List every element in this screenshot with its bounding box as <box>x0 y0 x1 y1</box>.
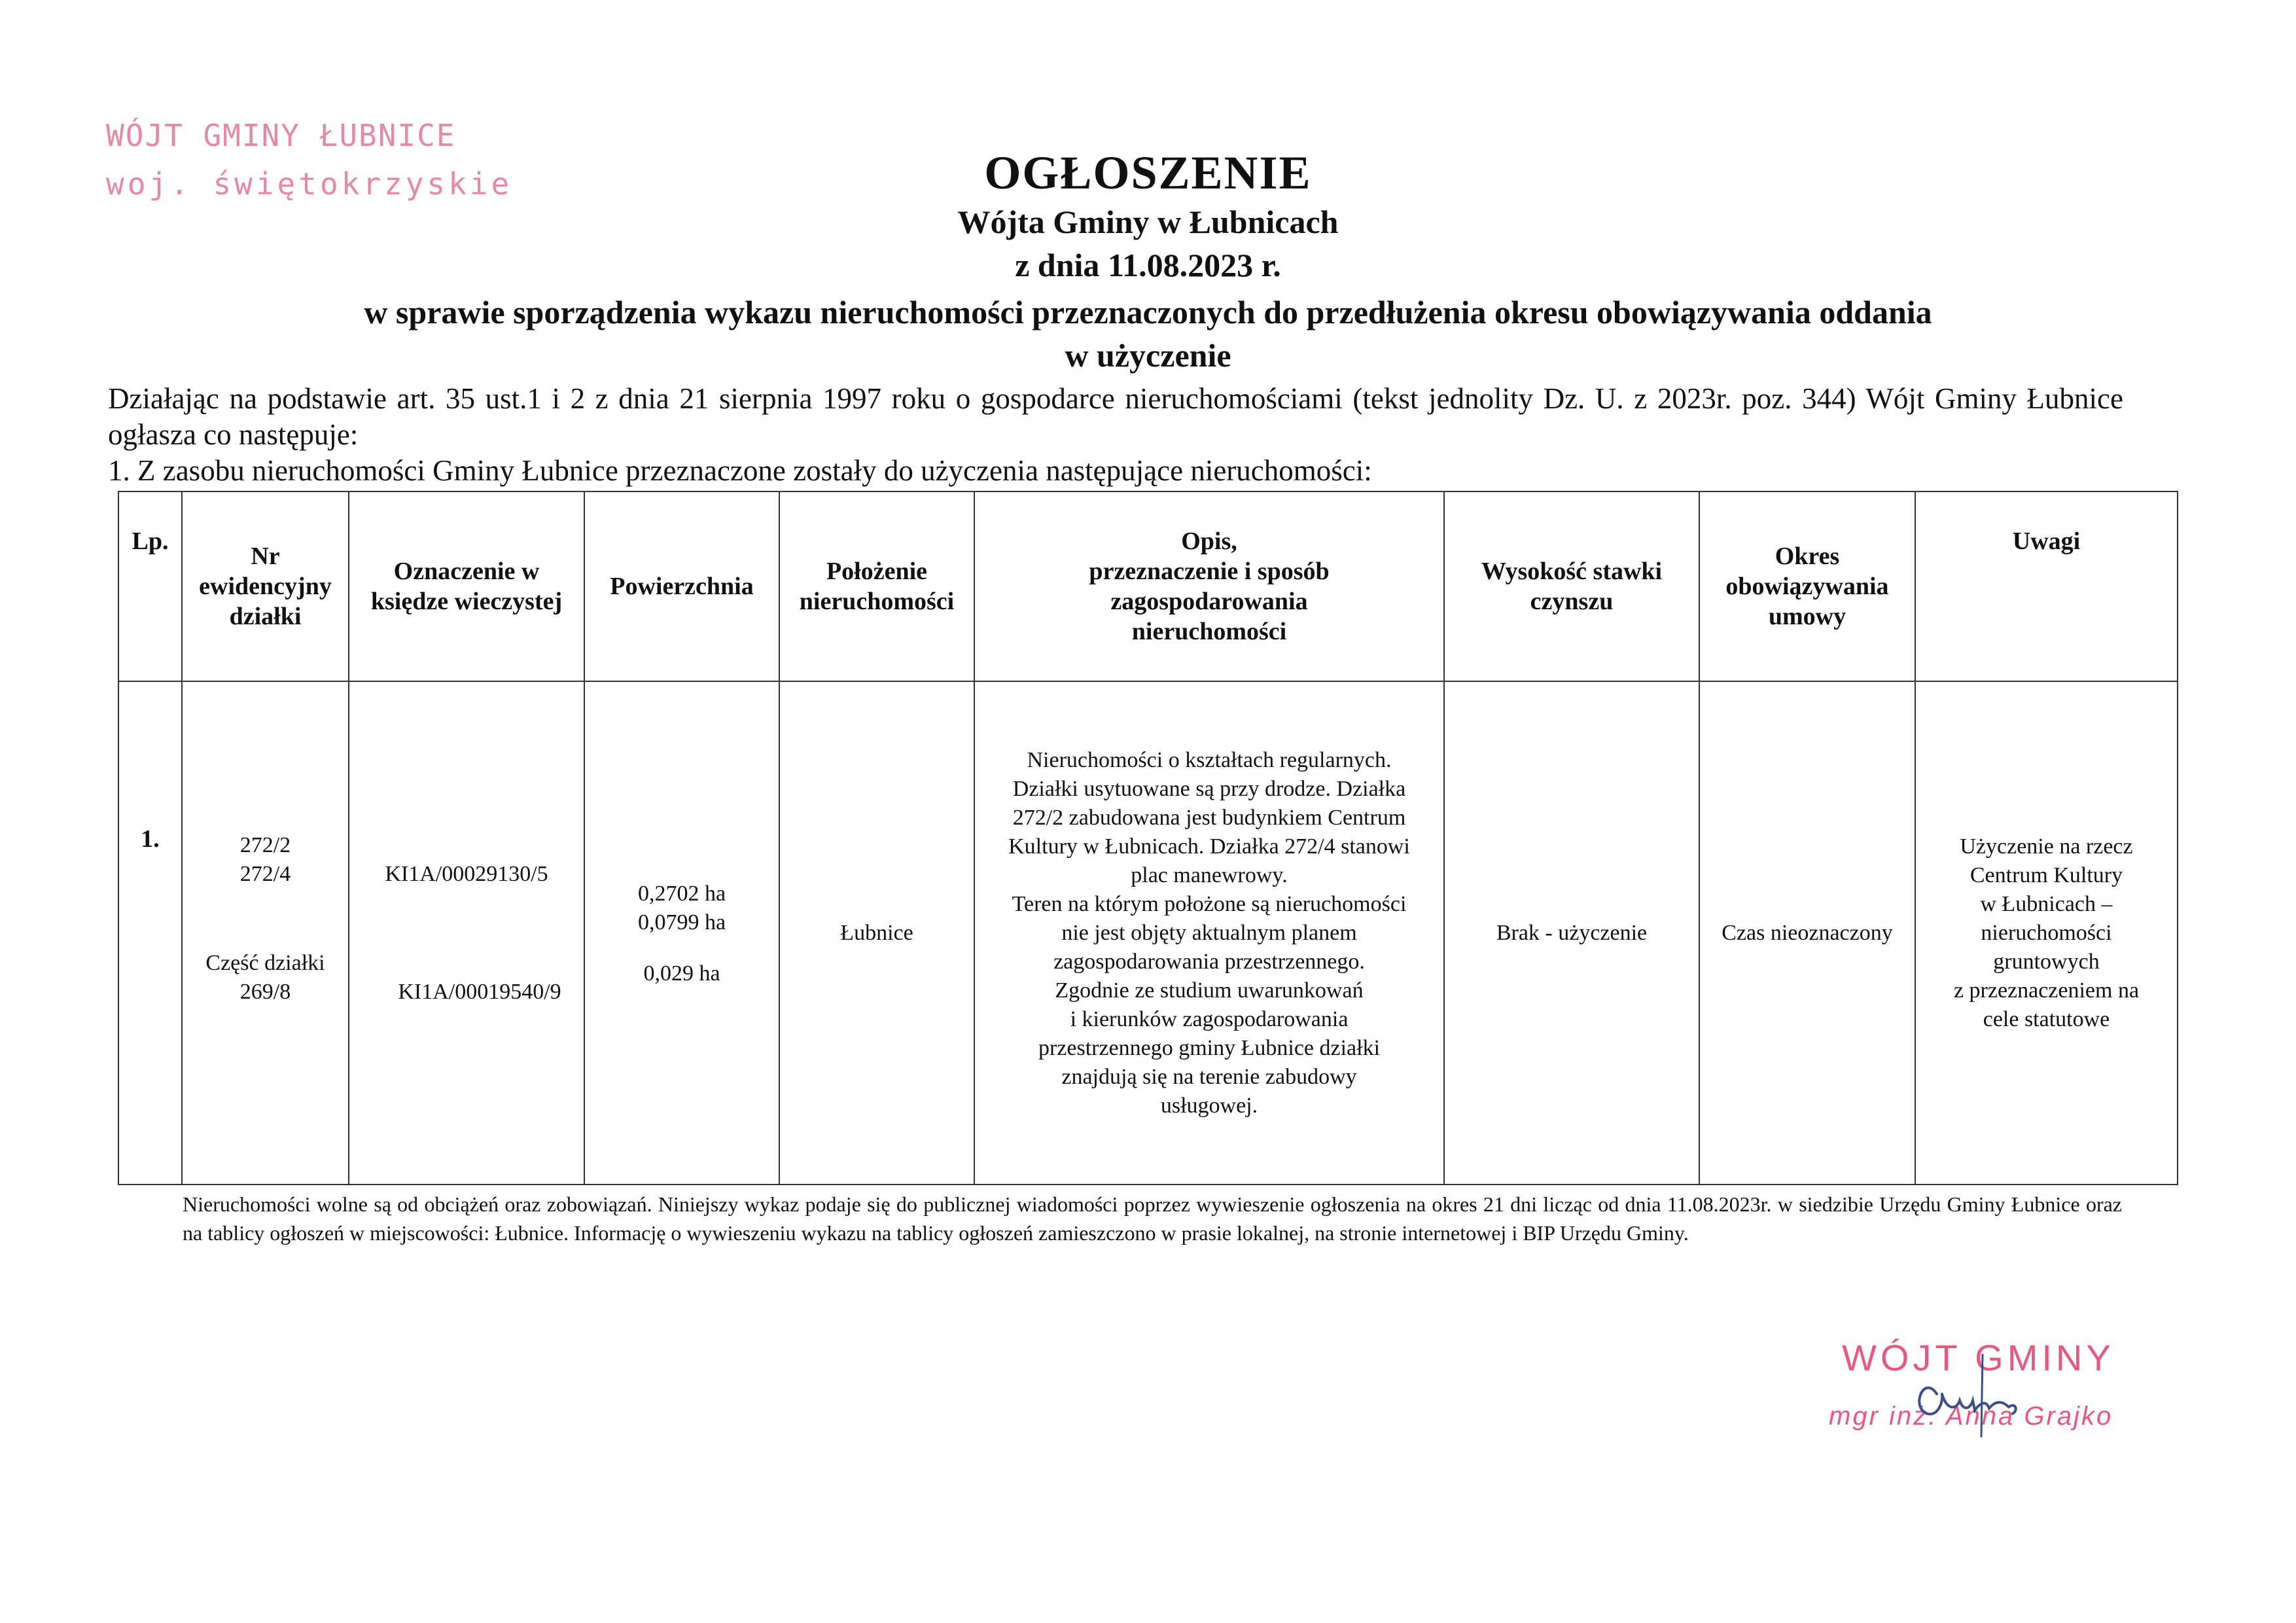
stamp-line-office: WÓJT GMINY ŁUBNICE <box>106 118 456 153</box>
header-description <box>974 491 1444 681</box>
description-line: plac manewrowy. <box>1131 863 1288 887</box>
header-text: czynszu <box>1530 588 1614 615</box>
cell-term: Czas nieoznaczony <box>1699 681 1915 1185</box>
header-text: Okres <box>1775 543 1840 570</box>
intro-text <box>108 381 2123 489</box>
header-rent <box>1444 491 1699 681</box>
cell-rent: Brak - użyczenie <box>1444 681 1699 1185</box>
land-register-number: KI1A/00019540/9 <box>398 980 561 1004</box>
header-remarks: Uwagi <box>1915 491 2178 681</box>
header-text: księdze wieczystej <box>370 588 563 615</box>
table-header-row <box>118 491 2178 681</box>
header-text: Opis, <box>1181 527 1237 555</box>
description-line: i kierunków zagospodarowania <box>1070 1007 1349 1031</box>
plot-part-label: Część działki <box>205 951 325 975</box>
description-line: Zgodnie ze studium uwarunkowań <box>1055 978 1364 1003</box>
description-line: usługowej. <box>1160 1093 1258 1118</box>
header-lp: Lp. <box>118 491 182 681</box>
cell-land-register <box>349 681 584 1185</box>
legal-basis-paragraph: Działając na podstawie art. 35 ust.1 i 2 z dnia 21 sierpnia 1997 roku o gospodarce nieruchomościami (tekst jednolity Dz. U. z 2023r. poz. 344) Wójt Gminy Łubnice ogłasza co następuje: <box>108 382 2123 451</box>
land-register-number: KI1A/00029130/5 <box>385 862 548 886</box>
description-line: przestrzennego gminy Łubnice działki <box>1038 1035 1381 1060</box>
description-line: Działki usytuowane są przy drodze. Działka <box>1012 776 1406 801</box>
description-line: Teren na którym położone są nieruchomości <box>1012 891 1407 916</box>
description-line: Kultury w Łubnicach. Działka 272/4 stanowi <box>1008 834 1410 859</box>
header-text: przeznaczenie i sposób <box>1089 558 1330 585</box>
description-line: zagospodarowania przestrzennego. <box>1053 949 1365 974</box>
header-land-register <box>349 491 584 681</box>
cell-description <box>974 681 1444 1185</box>
header-text: obowiązywania <box>1725 573 1889 600</box>
property-table <box>118 491 2178 1185</box>
description-line: nie jest objęty aktualnym planem <box>1061 920 1357 945</box>
remarks-line: cele statutowe <box>1983 1007 2110 1031</box>
remarks-line: w Łubnicach – <box>1980 891 2113 916</box>
header-area: Powierzchnia <box>584 491 779 681</box>
subject-line-continued: w użyczenie <box>1065 337 1231 374</box>
description-line: znajdują się na terenie zabudowy <box>1061 1064 1357 1089</box>
header-plot-number <box>182 491 349 681</box>
plot-number: 269/8 <box>239 980 291 1004</box>
area-value: 0,029 ha <box>643 961 720 986</box>
area-value: 0,0799 ha <box>637 910 726 935</box>
header-text: nieruchomości <box>1131 618 1287 645</box>
subject-line: w sprawie sporządzenia wykazu nieruchomości przeznaczonych do przedłużenia okresu obowiązywania oddania <box>364 294 1932 330</box>
description-line: 272/2 zabudowana jest budynkiem Centrum <box>1012 805 1406 830</box>
remarks-line: Centrum Kultury <box>1969 863 2123 887</box>
issuer-line: Wójta Gminy w Łubnicach <box>957 204 1339 240</box>
header-text: ewidencyjny <box>199 573 332 600</box>
remarks-line: nieruchomości <box>1981 920 2112 945</box>
handwritten-signature <box>1898 1348 2094 1446</box>
cell-remarks <box>1915 681 2178 1185</box>
header-text: umowy <box>1768 603 1846 630</box>
header-text: zagospodarowania <box>1110 588 1308 615</box>
header-text: działki <box>229 603 302 630</box>
remarks-line: z przeznaczeniem na <box>1953 978 2140 1003</box>
header-text: Położenie <box>826 558 928 585</box>
cell-lp: 1. <box>118 681 182 1185</box>
area-value: 0,2702 ha <box>637 882 726 906</box>
document-title: OGŁOSZENIE <box>984 147 1312 199</box>
description-line: Nieruchomości o kształtach regularnych. <box>1027 747 1392 772</box>
remarks-line: gruntowych <box>1993 949 2100 974</box>
header-text: nieruchomości <box>799 588 955 615</box>
header-text: Oznaczenie w <box>393 558 540 585</box>
stamp-line-voivodeship: woj. świętokrzyskie <box>106 166 513 202</box>
header-location <box>779 491 974 681</box>
stamp-name: mgr inż. Anna Grajko <box>1829 1402 2113 1431</box>
cell-area <box>584 681 779 1185</box>
footer-note: Nieruchomości wolne są od obciążeń oraz zobowiązań. Niniejszy wykaz podaje się do publicznej wiadomości poprzez wywieszenie ogłoszenia na okres 21 dni licząc od dnia 11.08.2023r. w siedzibie Urzędu Gminy Łubnice oraz na tablicy ogłoszeń w miejscowości: Łubnice. Informację o wywieszeniu wykazu na tablicy ogłoszeń zamieszczono w prasie lokalnej, na stronie internetowej i BIP Urzędu Gminy. <box>183 1192 2122 1245</box>
point-1: 1. Z zasobu nieruchomości Gminy Łubnice przeznaczone zostały do użyczenia następujące nieruchomości: <box>108 454 1372 487</box>
header-text: Nr <box>251 543 280 570</box>
header-term <box>1699 491 1915 681</box>
plot-number: 272/4 <box>239 862 291 886</box>
table-row <box>118 681 2178 1185</box>
cell-location: Łubnice <box>779 681 974 1185</box>
remarks-line: Użyczenie na rzecz <box>1960 834 2133 859</box>
date-line: z dnia 11.08.2023 r. <box>1015 247 1281 283</box>
stamp-title: WÓJT GMINY <box>1842 1337 2115 1378</box>
document-header <box>0 145 2296 377</box>
cell-plot-numbers <box>182 681 349 1185</box>
plot-number: 272/2 <box>239 833 291 857</box>
header-text: Wysokość stawki <box>1481 558 1663 585</box>
